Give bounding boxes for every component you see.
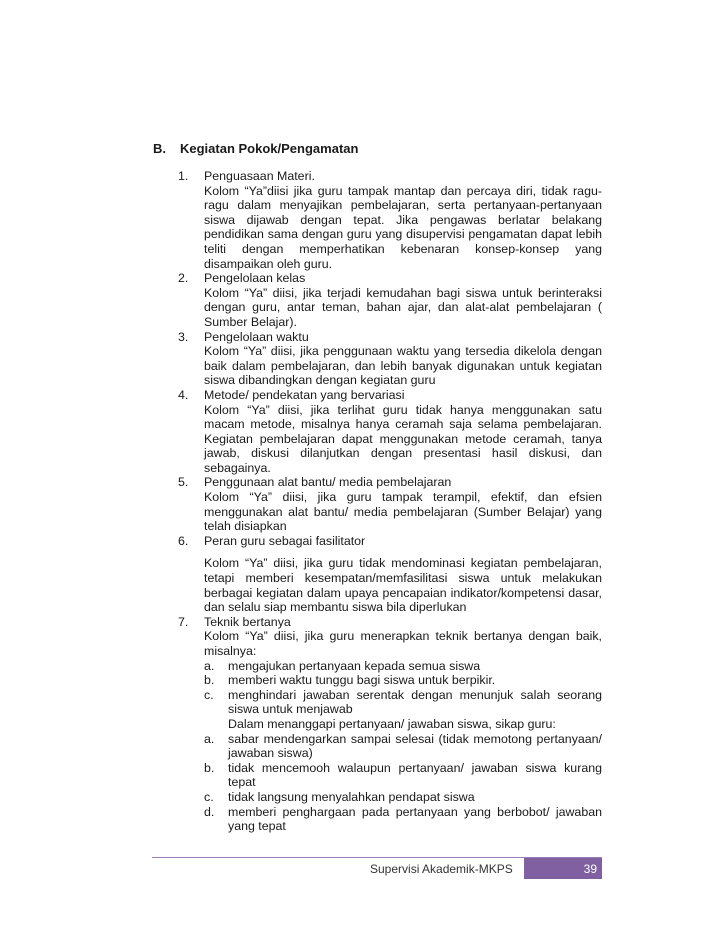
list-item: [178, 615, 602, 834]
list-item: [178, 271, 602, 329]
sub-item-text: memberi penghargaan pada pertanyaan yang berbobot/ jawaban yang tepat: [228, 804, 602, 834]
item-number: 5.: [178, 475, 189, 490]
sub-item-text: menghindari jawaban serentak dengan menunjuk salah seorang siswa untuk menjawab: [228, 687, 602, 717]
item-heading: Teknik bertanya: [204, 614, 291, 629]
sub-list-item: [204, 761, 602, 790]
sub-item-letter: d.: [204, 804, 215, 819]
sub-item-letter: b.: [204, 673, 215, 688]
sub-item-letter: b.: [204, 760, 215, 775]
section-heading: [153, 141, 358, 156]
sub-item-text: sabar mendengarkan sampai selesai (tidak memotong pertanyaan/ jawaban siswa): [228, 731, 602, 761]
item-heading: Penguasaan Materi.: [204, 169, 315, 183]
item-heading: Pengelolaan kelas: [204, 271, 306, 286]
item-description: Kolom “Ya” diisi, jika terlihat guru tidak hanya menggunakan satu macam metode, misalnya hanya ceramah saja selama pembelajaran. Kegiatan pembelajaran dapat menggunakan metode ceramah, tanya jawab, diskusi dilanjutkan dengan presentasi hasil diskusi, dan sebagainya.: [204, 402, 602, 475]
item-description: Kolom “Ya” diisi, jika guru menerapkan teknik bertanya dengan baik, misalnya:: [204, 629, 602, 658]
item-heading: Peran guru sebagai fasilitator: [204, 533, 366, 548]
sub-list-item: [204, 673, 602, 688]
section-letter: B.: [153, 141, 166, 156]
list-item: [178, 169, 602, 271]
sub-list-item: [204, 790, 602, 805]
item-number: 4.: [178, 387, 189, 402]
item-heading: Metode/ pendekatan yang bervariasi: [204, 387, 405, 402]
sub-item-letter: c.: [204, 789, 214, 804]
list-item: [178, 388, 602, 476]
sub-item-text: tidak langsung menyalahkan pendapat siswa: [228, 789, 475, 804]
sub-list-item: [204, 732, 602, 761]
item-description: Kolom “Ya” diisi, jika guru tampak terampil, efektif, dan efsien menggunakan alat bantu/ media pembelajaran (Sumber Belajar) yang telah disiapkan: [204, 490, 602, 534]
sub-list-item: [204, 805, 602, 834]
sub-item-text: tidak mencemooh walaupun pertanyaan/ jawaban siswa kurang tepat: [228, 760, 602, 790]
sub-list-item: [204, 659, 602, 674]
item-description: Kolom “Ya” diisi, jika terjadi kemudahan bagi siswa untuk berinteraksi dengan guru, antar teman, bahan ajar, dan alat-alat pembelajaran ( Sumber Belajar).: [204, 285, 602, 329]
item-description: Kolom “Ya”diisi jika guru tampak mantap dan percaya diri, tidak ragu-ragu dalam menyajikan pembelajaran, serta pertanyaan-pertanyaan siswa dijawab dengan tepat. Jika pengawas berlatar belakang pendidikan sama dengan guru yang disupervisi pengamatan dapat lebih teliti dengan memperhatikan kebenaran konsep-konsep yang disampaikan oleh guru.: [204, 183, 602, 271]
item-number: 7.: [178, 614, 189, 629]
item-heading: Penggunaan alat bantu/ media pembelajaran: [204, 475, 452, 490]
sub-note: Dalam menanggapi pertanyaan/ jawaban siswa, sikap guru:: [228, 716, 556, 731]
item-number: 2.: [178, 271, 189, 286]
sub-item-letter: a.: [204, 731, 215, 746]
list-item: [178, 475, 602, 533]
section-title: Kegiatan Pokok/Pengamatan: [180, 141, 359, 156]
sub-item-text: memberi waktu tunggu bagi siswa untuk berpikir.: [228, 673, 496, 688]
list-item: [178, 330, 602, 388]
sub-item-text: mengajukan pertanyaan kepada semua siswa: [228, 658, 481, 673]
footer-title: Supervisi Akademik-MKPS: [370, 862, 513, 876]
item-description: Kolom “Ya” diisi, jika guru tidak mendominasi kegiatan pembelajaran, tetapi memberi kesempatan/memfasilitasi siswa untuk melakukan berbagai kegiatan dalam upaya pencapaian indikator/kompetensi dasar, dan selalu siap membantu siswa bila diperlukan: [204, 556, 602, 615]
item-list: [178, 169, 602, 834]
sub-list-item: [204, 688, 602, 717]
item-heading: Pengelolaan waktu: [204, 329, 309, 344]
item-number: 3.: [178, 329, 189, 344]
sub-item-letter: a.: [204, 658, 215, 673]
list-item: [178, 534, 602, 615]
item-description: Kolom “Ya” diisi, jika penggunaan waktu yang tersedia dikelola dengan baik dalam pembelajaran, dan lebih banyak digunakan untuk kegiatan siswa dibandingkan dengan kegiatan guru: [204, 344, 602, 388]
item-number: 6.: [178, 533, 189, 548]
item-number: 1.: [178, 169, 189, 183]
sub-item-letter: c.: [204, 687, 214, 702]
page-number-badge: [524, 858, 602, 879]
page-number: 39: [583, 862, 597, 876]
